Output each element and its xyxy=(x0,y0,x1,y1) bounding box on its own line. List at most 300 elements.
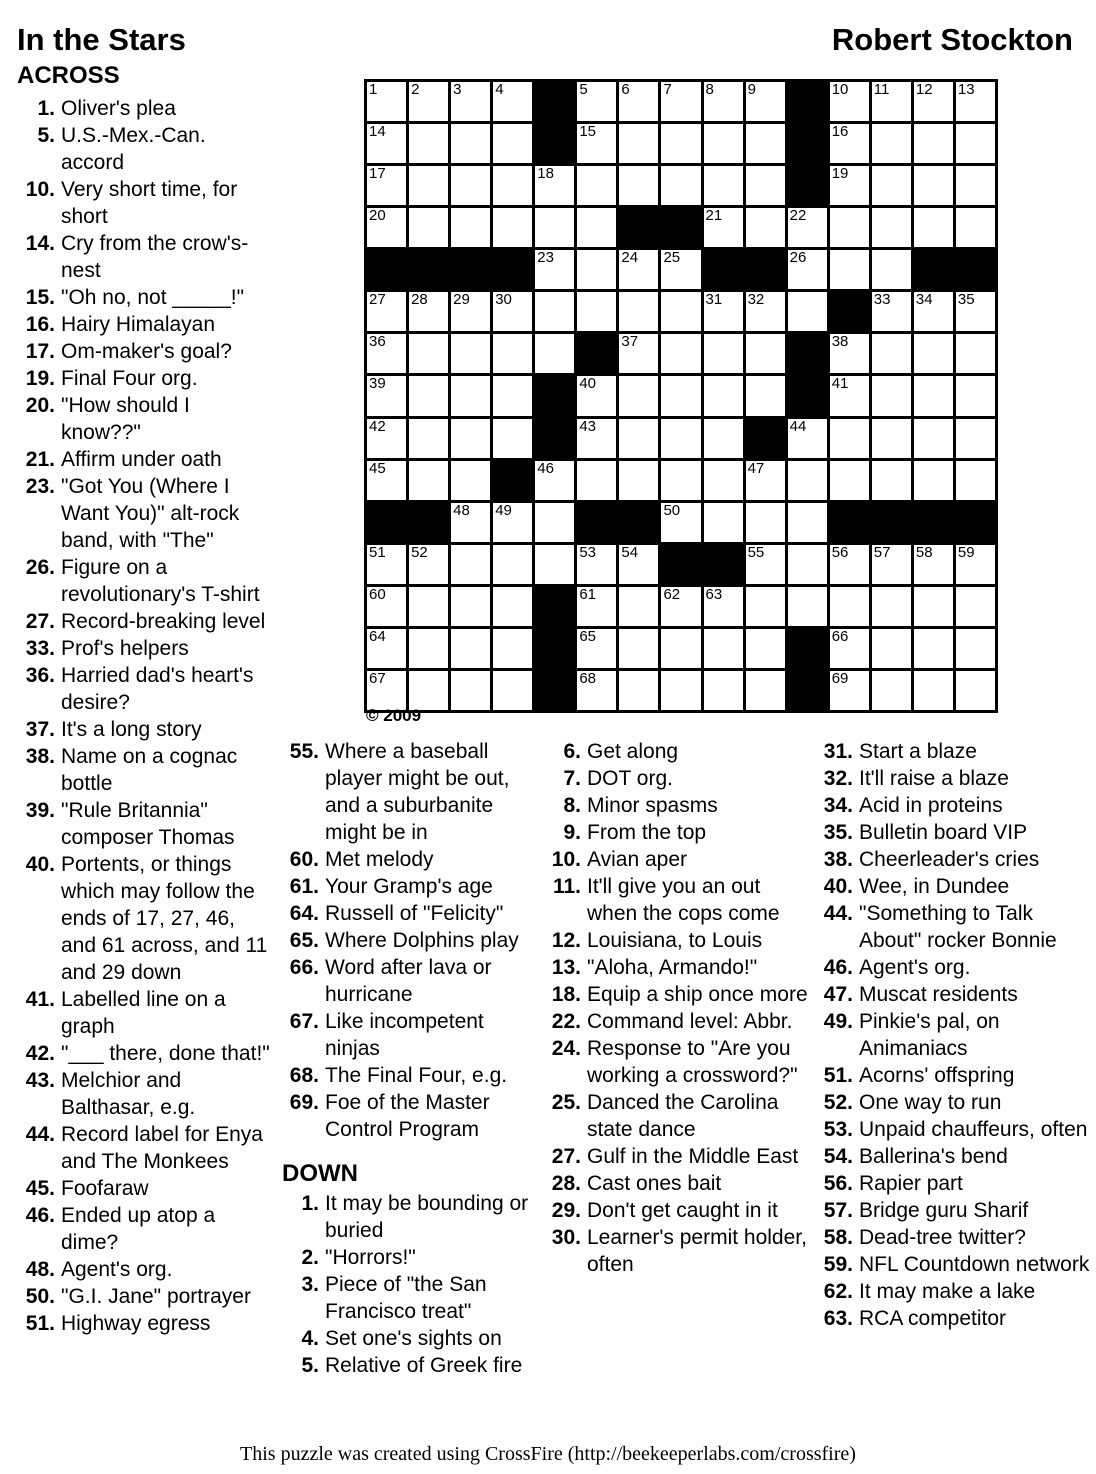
clue-item xyxy=(548,1224,810,1278)
grid-cell-white xyxy=(745,291,786,332)
grid-cell-white xyxy=(787,249,828,290)
cell-number: 68 xyxy=(579,669,597,687)
cell-number: 13 xyxy=(957,81,975,98)
clue-number: 32. xyxy=(823,767,853,790)
grid-cell-white xyxy=(366,165,407,206)
grid-cell-white xyxy=(703,207,744,248)
clue-item xyxy=(818,792,1096,819)
cell-number: 2 xyxy=(411,81,420,98)
grid-cell-white xyxy=(745,375,786,416)
clue-number: 15. xyxy=(25,286,55,309)
clue-item xyxy=(282,1008,540,1062)
grid-cell-white xyxy=(366,670,407,711)
clue-item xyxy=(17,392,270,446)
grid-cell-white xyxy=(366,586,407,627)
clue-text: "How should I know??" xyxy=(61,394,190,444)
across-clue-list-continued xyxy=(282,738,540,1143)
clue-item xyxy=(17,1310,270,1337)
cell-number: 6 xyxy=(621,81,630,98)
cell-number: 39 xyxy=(369,375,386,393)
clue-item xyxy=(548,927,810,954)
grid-cell-black xyxy=(829,502,870,543)
clue-item xyxy=(818,954,1096,981)
clue-item xyxy=(282,927,540,954)
cell-number: 46 xyxy=(537,459,554,477)
grid-cell-white xyxy=(787,586,828,627)
clue-text: DOT org. xyxy=(587,767,673,790)
clue-column-2 xyxy=(282,738,540,1379)
clue-item xyxy=(17,851,270,986)
grid-cell-white xyxy=(576,81,617,122)
clue-item xyxy=(17,1256,270,1283)
cell-number: 21 xyxy=(705,207,723,225)
cell-number: 17 xyxy=(369,165,386,183)
clue-item xyxy=(17,716,270,743)
cell-number: 15 xyxy=(579,123,597,141)
clue-number: 10. xyxy=(25,178,55,201)
grid-cell-white xyxy=(955,586,996,627)
grid-cell-black xyxy=(745,418,786,459)
clue-text: RCA competitor xyxy=(859,1307,1007,1330)
grid-cell-white xyxy=(450,586,491,627)
cell-number: 29 xyxy=(453,291,470,309)
clue-text: Cast ones bait xyxy=(587,1172,722,1195)
grid-cell-white xyxy=(745,586,786,627)
clue-number: 44. xyxy=(823,902,853,925)
grid-cell-white xyxy=(366,81,407,122)
clue-item xyxy=(282,1062,540,1089)
cell-number: 69 xyxy=(831,669,849,687)
clue-number: 34. xyxy=(823,794,853,817)
grid-cell-black xyxy=(871,502,912,543)
clue-item xyxy=(17,176,270,230)
grid-cell-black xyxy=(534,628,575,669)
grid-cell-black xyxy=(450,249,491,290)
clue-number: 8. xyxy=(563,794,581,817)
grid-cell-white xyxy=(703,333,744,374)
grid-cell-white xyxy=(618,628,659,669)
clue-text: Met melody xyxy=(325,848,434,871)
clue-item xyxy=(17,365,270,392)
clue-text: Om-maker's goal? xyxy=(61,340,232,363)
clue-item xyxy=(17,1040,270,1067)
grid-cell-white xyxy=(829,249,870,290)
grid-cell-white xyxy=(660,628,701,669)
clue-item xyxy=(17,986,270,1040)
clue-text: It may make a lake xyxy=(859,1280,1036,1303)
grid-cell-white xyxy=(703,502,744,543)
grid-cell-white xyxy=(366,207,407,248)
grid-cell-white xyxy=(492,670,533,711)
clue-number: 9. xyxy=(563,821,581,844)
grid-cell-white xyxy=(576,586,617,627)
cell-number: 14 xyxy=(369,123,386,141)
grid-cell-white xyxy=(871,333,912,374)
cell-number: 1 xyxy=(369,81,378,98)
clue-text: Command level: Abbr. xyxy=(587,1010,793,1033)
grid-cell-white xyxy=(871,628,912,669)
grid-cell-white xyxy=(408,291,449,332)
clue-text: Don't get caught in it xyxy=(587,1199,778,1222)
grid-cell-white xyxy=(913,165,954,206)
grid-cell-white xyxy=(366,628,407,669)
clue-item xyxy=(818,1062,1096,1089)
grid-cell-white xyxy=(955,670,996,711)
clue-number: 48. xyxy=(25,1258,55,1281)
clue-text: NFL Countdown network xyxy=(859,1253,1090,1276)
clue-text: Muscat residents xyxy=(859,983,1018,1006)
clue-text: Russell of "Felicity" xyxy=(325,902,504,925)
grid-cell-white xyxy=(366,418,407,459)
grid-cell-white xyxy=(618,123,659,164)
clue-text: Highway egress xyxy=(61,1312,211,1335)
clue-number: 16. xyxy=(25,313,55,336)
grid-cell-white xyxy=(829,123,870,164)
cell-number: 9 xyxy=(747,81,756,98)
clue-number: 42. xyxy=(25,1042,55,1065)
copyright-notice: © 2009 xyxy=(366,706,422,725)
grid-cell-white xyxy=(408,544,449,585)
grid-cell-white xyxy=(829,460,870,501)
grid-cell-white xyxy=(660,81,701,122)
cell-number: 27 xyxy=(369,291,386,309)
clue-number: 13. xyxy=(551,956,581,979)
clue-text: Hairy Himalayan xyxy=(61,313,216,336)
clue-item xyxy=(282,1190,540,1244)
clue-item xyxy=(818,738,1096,765)
clue-text: Foe of the Master Control Program xyxy=(325,1091,490,1141)
clue-item xyxy=(548,846,810,873)
clue-item xyxy=(17,473,270,554)
grid-cell-white xyxy=(492,81,533,122)
grid-cell-black xyxy=(787,165,828,206)
clue-text: Acid in proteins xyxy=(859,794,1003,817)
grid-cell-white xyxy=(703,418,744,459)
clue-item xyxy=(17,338,270,365)
clue-item xyxy=(548,1089,810,1143)
clue-number: 52. xyxy=(823,1091,853,1114)
grid-cell-white xyxy=(618,586,659,627)
grid-cell-white xyxy=(576,207,617,248)
grid-cell-white xyxy=(829,670,870,711)
clue-item xyxy=(17,1283,270,1310)
clue-number: 56. xyxy=(823,1172,853,1195)
grid-cell-white xyxy=(871,460,912,501)
clue-item xyxy=(282,1325,540,1352)
clue-item xyxy=(818,1008,1096,1062)
clue-item xyxy=(282,738,540,846)
grid-cell-white xyxy=(408,670,449,711)
grid-cell-white xyxy=(829,333,870,374)
grid-cell-white xyxy=(492,418,533,459)
grid-cell-white xyxy=(408,460,449,501)
clue-number: 19. xyxy=(25,367,55,390)
clue-number: 3. xyxy=(301,1273,319,1296)
clue-text: Avian aper xyxy=(587,848,688,871)
cell-number: 65 xyxy=(579,627,597,645)
grid-cell-white xyxy=(660,165,701,206)
clue-number: 49. xyxy=(823,1010,853,1033)
cell-number: 61 xyxy=(579,585,597,603)
clue-item xyxy=(548,1008,810,1035)
cell-number: 44 xyxy=(789,417,807,435)
grid-cell-white xyxy=(408,207,449,248)
clue-text: Piece of "the San Francisco treat" xyxy=(325,1273,487,1323)
cell-number: 47 xyxy=(747,459,765,477)
clue-text: Agent's org. xyxy=(61,1258,173,1281)
clue-number: 7. xyxy=(563,767,581,790)
clue-text: "Got You (Where I Want You)" alt-rock band, with "The" xyxy=(61,475,240,552)
clue-item xyxy=(17,311,270,338)
grid-cell-white xyxy=(703,123,744,164)
grid-cell-white xyxy=(955,544,996,585)
grid-cell-white xyxy=(576,249,617,290)
clue-number: 6. xyxy=(563,740,581,763)
clue-number: 10. xyxy=(551,848,581,871)
clue-number: 31. xyxy=(823,740,853,763)
clue-item xyxy=(17,608,270,635)
down-heading: DOWN xyxy=(282,1160,358,1187)
clue-number: 40. xyxy=(25,853,55,876)
cell-number: 30 xyxy=(495,291,512,309)
clue-text: Minor spasms xyxy=(587,794,718,817)
cell-number: 36 xyxy=(369,333,386,351)
grid-cell-white xyxy=(745,207,786,248)
clue-item xyxy=(818,1170,1096,1197)
grid-cell-white xyxy=(787,502,828,543)
grid-cell-white xyxy=(618,418,659,459)
grid-cell-white xyxy=(408,123,449,164)
clue-text: Gulf in the Middle East xyxy=(587,1145,799,1168)
grid-cell-white xyxy=(534,165,575,206)
grid-cell-white xyxy=(745,502,786,543)
grid-cell-white xyxy=(450,123,491,164)
grid-cell-white xyxy=(534,333,575,374)
cell-number: 8 xyxy=(705,81,714,98)
grid-cell-white xyxy=(829,628,870,669)
grid-cell-white xyxy=(955,460,996,501)
clue-text: Very short time, for short xyxy=(61,178,238,228)
grid-cell-white xyxy=(660,418,701,459)
grid-cell-white xyxy=(366,375,407,416)
grid-cell-white xyxy=(660,249,701,290)
grid-cell-white xyxy=(534,249,575,290)
clue-text: "Aloha, Armando!" xyxy=(587,956,758,979)
clue-number: 18. xyxy=(551,983,581,1006)
grid-cell-white xyxy=(534,291,575,332)
clue-text: Melchior and Balthasar, e.g. xyxy=(61,1069,196,1119)
clue-number: 38. xyxy=(25,745,55,768)
grid-cell-white xyxy=(871,375,912,416)
clue-number: 23. xyxy=(25,475,55,498)
grid-cell-white xyxy=(745,333,786,374)
cell-number: 64 xyxy=(369,627,386,645)
grid-cell-black xyxy=(703,249,744,290)
cell-number: 18 xyxy=(537,165,554,183)
clue-text: Rapier part xyxy=(859,1172,963,1195)
grid-cell-white xyxy=(618,375,659,416)
grid-cell-white xyxy=(703,586,744,627)
cell-number: 31 xyxy=(705,291,723,309)
clue-text: Affirm under oath xyxy=(61,448,222,471)
clue-text: Relative of Greek fire xyxy=(325,1354,523,1377)
clue-item xyxy=(17,743,270,797)
puzzle-author: Robert Stockton xyxy=(831,22,1073,57)
grid-cell-white xyxy=(955,628,996,669)
grid-cell-white xyxy=(660,502,701,543)
grid-cell-white xyxy=(703,460,744,501)
grid-cell-white xyxy=(492,207,533,248)
grid-cell-white xyxy=(492,165,533,206)
crossword-grid xyxy=(364,79,998,713)
clue-item xyxy=(282,900,540,927)
clue-item xyxy=(818,1278,1096,1305)
clue-number: 60. xyxy=(289,848,319,871)
clue-number: 69. xyxy=(289,1091,319,1114)
grid-cell-white xyxy=(913,418,954,459)
grid-cell-white xyxy=(913,670,954,711)
grid-cell-black xyxy=(913,502,954,543)
grid-cell-white xyxy=(745,81,786,122)
clue-item xyxy=(548,1143,810,1170)
cell-number: 23 xyxy=(537,249,554,267)
clue-text: "Horrors!" xyxy=(325,1246,416,1269)
clue-text: Cheerleader's cries xyxy=(859,848,1040,871)
grid-cell-white xyxy=(660,333,701,374)
clue-text: It's a long story xyxy=(61,718,202,741)
clue-text: Learner's permit holder, often xyxy=(587,1226,807,1276)
clue-item xyxy=(548,981,810,1008)
clue-text: Figure on a revolutionary's T-shirt xyxy=(61,556,260,606)
clue-number: 59. xyxy=(823,1253,853,1276)
grid-cell-white xyxy=(913,207,954,248)
clue-text: Where a baseball player might be out, and a suburbanite might be in xyxy=(325,740,510,844)
cell-number: 40 xyxy=(579,375,597,393)
cell-number: 37 xyxy=(621,333,639,351)
clue-number: 57. xyxy=(823,1199,853,1222)
grid-cell-white xyxy=(534,544,575,585)
grid-cell-white xyxy=(408,81,449,122)
grid-cell-white xyxy=(660,460,701,501)
grid-cell-white xyxy=(871,81,912,122)
grid-cell-white xyxy=(534,207,575,248)
clue-item xyxy=(818,846,1096,873)
clue-number: 21. xyxy=(25,448,55,471)
clue-text: Ballerina's bend xyxy=(859,1145,1008,1168)
grid-cell-black xyxy=(787,375,828,416)
clue-text: Record label for Enya and The Monkees xyxy=(61,1123,263,1173)
grid-cell-white xyxy=(913,460,954,501)
clue-number: 45. xyxy=(25,1177,55,1200)
clue-item xyxy=(17,1121,270,1175)
clue-number: 38. xyxy=(823,848,853,871)
clue-number: 29. xyxy=(551,1199,581,1222)
clue-item xyxy=(282,1352,540,1379)
clue-item xyxy=(548,792,810,819)
grid-cell-white xyxy=(829,544,870,585)
cell-number: 5 xyxy=(579,81,588,98)
clue-number: 4. xyxy=(301,1327,319,1350)
clue-item xyxy=(548,738,810,765)
clue-item xyxy=(17,446,270,473)
grid-cell-black xyxy=(492,460,533,501)
grid-cell-white xyxy=(660,670,701,711)
clue-text: Like incompetent ninjas xyxy=(325,1010,484,1060)
clue-text: Start a blaze xyxy=(859,740,977,763)
grid-cell-white xyxy=(955,333,996,374)
grid-cell-white xyxy=(660,586,701,627)
clue-item xyxy=(282,1089,540,1143)
grid-cell-white xyxy=(618,291,659,332)
clue-item xyxy=(17,1202,270,1256)
grid-cell-white xyxy=(829,81,870,122)
grid-cell-black xyxy=(408,249,449,290)
grid-cell-white xyxy=(450,207,491,248)
clue-item xyxy=(282,1244,540,1271)
clue-text: The Final Four, e.g. xyxy=(325,1064,508,1087)
clue-text: Your Gramp's age xyxy=(325,875,493,898)
grid-cell-white xyxy=(871,291,912,332)
grid-cell-white xyxy=(913,291,954,332)
grid-cell-white xyxy=(703,375,744,416)
clue-number: 51. xyxy=(25,1312,55,1335)
grid-cell-white xyxy=(450,460,491,501)
clue-number: 2. xyxy=(301,1246,319,1269)
grid-cell-black xyxy=(534,123,575,164)
clue-item xyxy=(17,662,270,716)
grid-cell-black xyxy=(660,207,701,248)
grid-cell-white xyxy=(366,333,407,374)
clue-text: Portents, or things which may follow the ends of 17, 27, 46, and 61 across, and 11 and 29 down xyxy=(61,853,268,984)
cell-number: 62 xyxy=(663,585,681,603)
grid-cell-black xyxy=(660,544,701,585)
clue-item xyxy=(17,554,270,608)
cell-number: 28 xyxy=(411,291,428,309)
clue-number: 44. xyxy=(25,1123,55,1146)
grid-cell-black xyxy=(534,670,575,711)
grid-cell-white xyxy=(450,670,491,711)
grid-cell-black xyxy=(787,333,828,374)
grid-cell-white xyxy=(703,81,744,122)
clue-item xyxy=(548,954,810,981)
grid-cell-white xyxy=(618,81,659,122)
clue-number: 12. xyxy=(551,929,581,952)
clue-number: 51. xyxy=(823,1064,853,1087)
clue-text: U.S.-Mex.-Can. accord xyxy=(61,124,206,174)
cell-number: 34 xyxy=(915,291,933,309)
grid-cell-white xyxy=(787,544,828,585)
cell-number: 42 xyxy=(369,417,386,435)
grid-cell-white xyxy=(787,207,828,248)
grid-cell-black xyxy=(787,123,828,164)
clue-text: "Oh no, not _____!" xyxy=(61,286,245,309)
cell-number: 38 xyxy=(831,333,849,351)
clue-text: Get along xyxy=(587,740,679,763)
grid-cell-white xyxy=(871,249,912,290)
cell-number: 26 xyxy=(789,249,807,267)
cell-number: 19 xyxy=(831,165,849,183)
grid-cell-white xyxy=(871,165,912,206)
clue-text: "___ there, done that!" xyxy=(61,1042,270,1065)
cell-number: 16 xyxy=(831,123,849,141)
grid-cell-white xyxy=(871,418,912,459)
clue-item xyxy=(818,900,1096,954)
grid-cell-white xyxy=(829,207,870,248)
grid-cell-black xyxy=(366,249,407,290)
cell-number: 58 xyxy=(915,543,933,561)
grid-cell-white xyxy=(450,502,491,543)
clue-text: It'll raise a blaze xyxy=(859,767,1009,790)
